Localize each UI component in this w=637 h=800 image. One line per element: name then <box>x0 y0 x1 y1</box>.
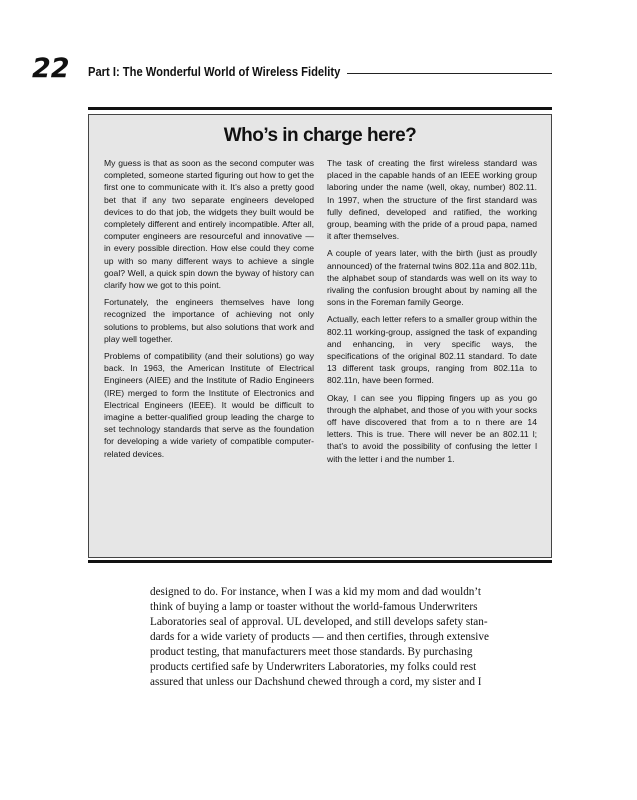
sidebar-paragraph: Problems of compatibility (and their solutions) go way back. In 1963, the American Institute of Electrical Engineers (AIEE) and the Institute of Radio Engineers (IRE) merged to form the Institute of Electronics and Electrical Engineers (IEEE). It would be difficult to imagine a better-qualified group leading the charge to set technology standards that serve as the foundation for developing a wide variety of compatible computer-related devices. <box>104 351 314 459</box>
body-line: think of buying a lamp or toaster without the world-famous Underwriters <box>150 601 478 613</box>
body-line: assured that unless our Dachshund chewed through a cord, my sister and I <box>150 676 482 688</box>
running-head-rule <box>347 73 552 74</box>
running-head <box>88 64 552 79</box>
sidebar-right-column <box>327 157 537 470</box>
sidebar-paragraph: Actually, each letter refers to a smaller group within the 802.11 working-group, assigned the task of expanding and enhancing, in very specific ways, the specifications of the original 802.11 standard. To date 13 different task groups, ranging from 802.11a to 802.11n, have been formed. <box>327 314 537 386</box>
sidebar-paragraph: Fortunately, the engineers themselves have long recognized the importance of achieving not only solutions to problems, but also solutions that work and play well together. <box>104 297 314 344</box>
sidebar-paragraph: Okay, I can see you flipping fingers up as you go through the alphabet, and those of you with your socks off have discovered that from a to n there are 14 letters. This is true. There will never be an 802.11 l; that’s to avoid the possibility of confusing the letter l with the letter i and the number 1. <box>327 392 537 464</box>
sidebar-title: Who’s in charge here? <box>223 125 417 146</box>
sidebar-left-column <box>104 157 314 465</box>
sidebar-box <box>88 114 552 558</box>
page-number: 22 <box>32 53 70 84</box>
sidebar-bottom-rule <box>88 560 552 563</box>
body-line: dards for a wide variety of products — and then certifies, through extensive <box>150 631 489 643</box>
body-line: products certified safe by Underwriters Laboratories, my folks could rest <box>150 661 477 673</box>
sidebar-paragraph: My guess is that as soon as the second computer was completed, someone started figuring out how to get the first one to communicate with it. It’s also a pretty good bet that if any two separate engineers developed devices to do that job, the widgets they built would be completely different and entirely incompatible. After all, computer engineers are resourceful and innovative — in every possible direction. How else could they come up with so many different ways to achieve a single goal? Well, a quick spin down the byway of history can clarify how we got to this point. <box>104 158 314 291</box>
body-line: designed to do. For instance, when I was a kid my mom and dad wouldn’t <box>150 586 482 598</box>
body-line: Laboratories seal of approval. UL developed, and still develops safety stan- <box>150 616 488 628</box>
body-line: product testing, that manufacturers meet those standards. By purchasing <box>150 646 473 658</box>
sidebar-paragraph: The task of creating the first wireless standard was placed in the capable hands of an IEEE working group laboring under the name (well, okay, number) 802.11. In 1997, when the structure of the first standard was fully defined, developed and ratified, the working group, beaming with the pride of a proud papa, named it after themselves. <box>327 158 537 242</box>
sidebar-top-rule <box>88 107 552 110</box>
sidebar-paragraph: A couple of years later, with the birth (just as proudly announced) of the fraternal twins 802.11a and 802.11b, the alphabet soup of standards was well on its way to rivaling the confusion brought about by naming all the sons in the Foreman family George. <box>327 248 537 308</box>
body-text <box>150 585 554 690</box>
running-head-title: Part I: The Wonderful World of Wireless Fidelity <box>88 64 341 79</box>
